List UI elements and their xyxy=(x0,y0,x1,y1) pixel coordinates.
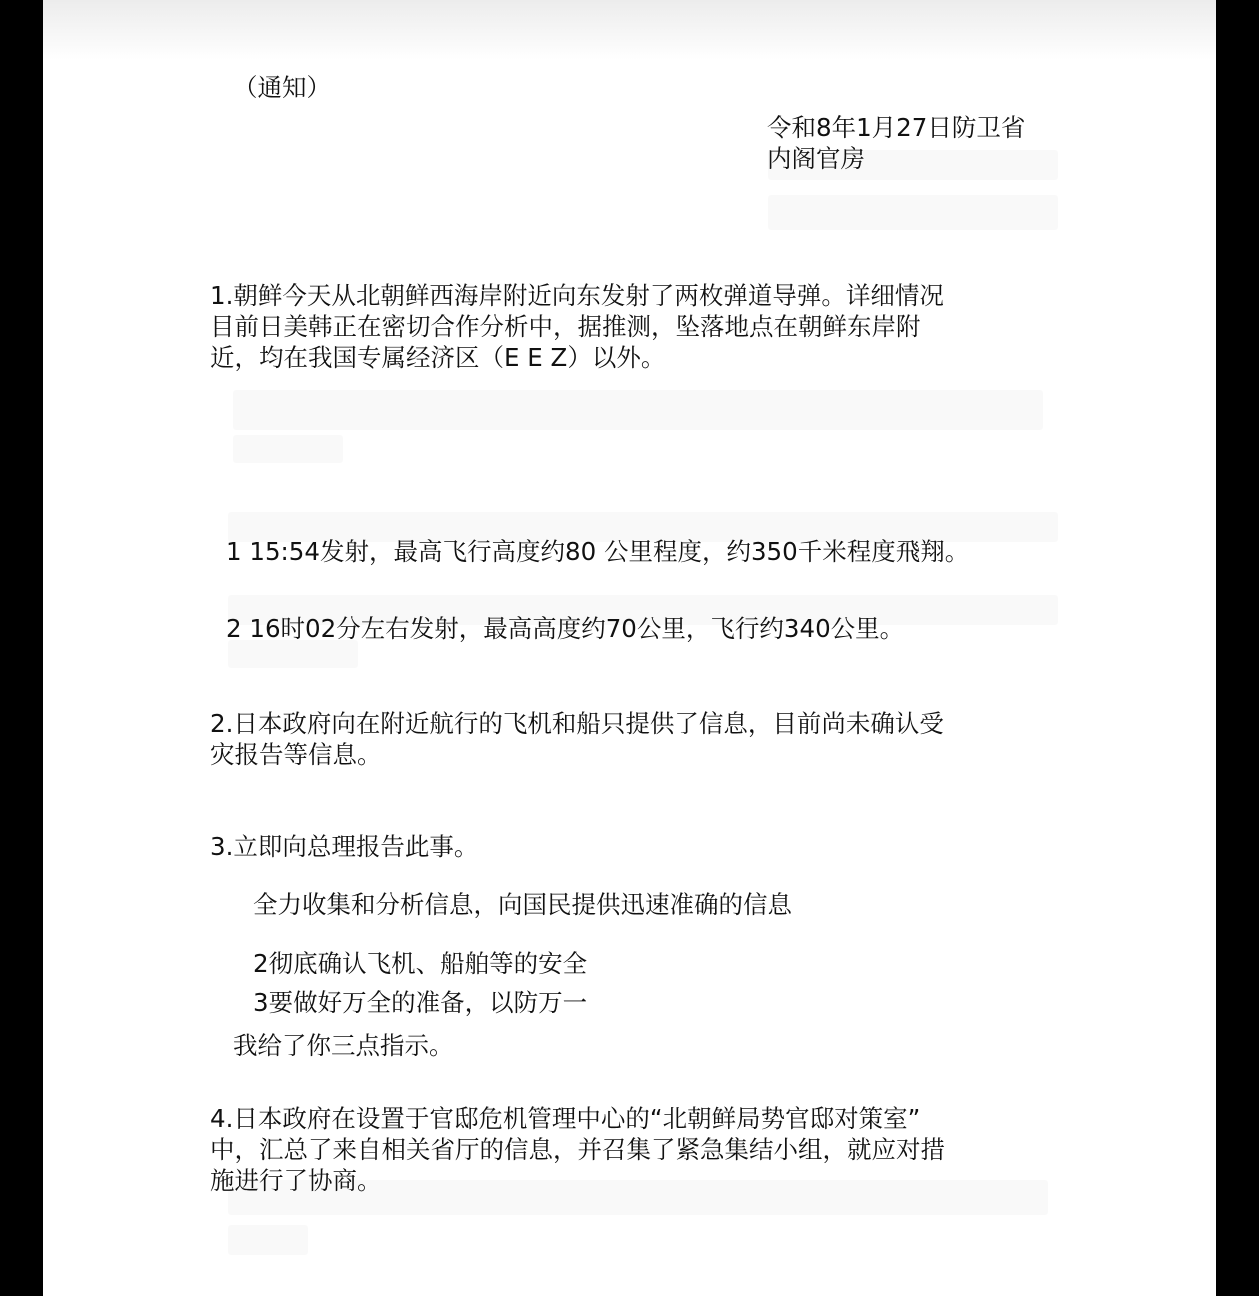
instruction-1: 全力收集和分析信息，向国民提供迅速准确的信息 xyxy=(253,890,792,919)
item-4-line: 4.日本政府在设置于官邸危机管理中心的“北朝鲜局势官邸对策室” xyxy=(210,1104,921,1133)
show-through-mark xyxy=(768,195,1058,230)
launch-2-detail: 2 16时02分左右发射，最高高度约70公里，飞行约340公里。 xyxy=(226,614,905,643)
document-page xyxy=(43,0,1216,1296)
launch-1-detail: 1 15:54发射，最高飞行高度约80 公里程度，约350千米程度飛翔。 xyxy=(226,537,970,566)
show-through-mark xyxy=(228,1225,308,1255)
item-2-line: 2.日本政府向在附近航行的飞机和船只提供了信息，目前尚未确认受 xyxy=(210,709,944,738)
show-through-mark xyxy=(233,390,1043,430)
scan-shadow xyxy=(43,0,1216,60)
item-4-line: 中，汇总了来自相关省厅的信息，并召集了紧急集结小组，就应对措 xyxy=(210,1135,945,1164)
item-3-heading: 3.立即向总理报告此事。 xyxy=(210,832,479,861)
item-4-paragraph xyxy=(210,1103,945,1196)
item-2-paragraph xyxy=(210,708,944,770)
notice-title: （通知） xyxy=(233,73,331,102)
item-2-line: 灾报告等信息。 xyxy=(210,740,382,769)
instruction-2: 2彻底确认飞机、船舶等的安全 xyxy=(253,949,588,978)
instruction-3: 3要做好万全的准备，以防万一 xyxy=(253,988,588,1017)
item-1-paragraph xyxy=(210,280,944,373)
item-4-line: 施进行了协商。 xyxy=(210,1166,382,1195)
show-through-mark xyxy=(233,435,343,463)
issuer-line-1: 令和8年1月27日防卫省 xyxy=(767,113,1026,142)
item-1-line: 近，均在我国专属经济区（E E Z）以外。 xyxy=(210,343,666,372)
item-1-line: 目前日美韩正在密切合作分析中，据推测，坠落地点在朝鲜东岸附 xyxy=(210,312,921,341)
show-through-mark xyxy=(228,640,358,668)
item-1-line: 1.朝鲜今天从北朝鲜西海岸附近向东发射了两枚弹道导弹。详细情况 xyxy=(210,281,944,310)
issuer-line-2: 内阁官房 xyxy=(767,144,865,173)
instructions-closing: 我给了你三点指示。 xyxy=(233,1031,454,1060)
